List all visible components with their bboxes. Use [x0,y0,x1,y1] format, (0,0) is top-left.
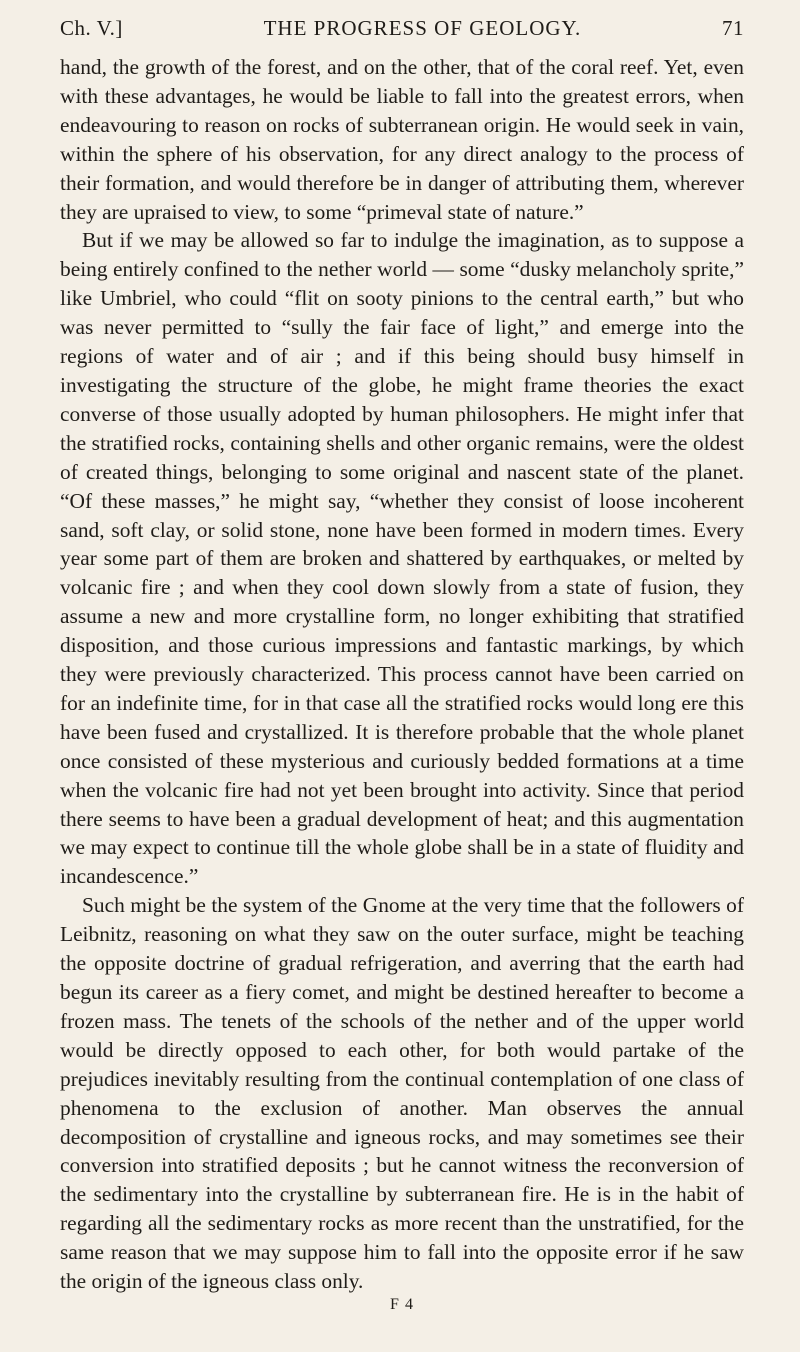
paragraph-opposing-schools: Such might be the system of the Gnome at the very time that the followers of Leibnitz, reasoning on what they saw on the outer surface, might be teaching the opposite doctrine of gradual refrigeration, and averring that the earth had begun its career as a fiery comet, and might be destined hereafter to become a frozen mass. The tenets of the schools of the nether and of the upper world would be directly opposed to each other, for both would partake of the prejudices inevitably resulting from the continual contemplation of one class of phenomena to the exclusion of another. Man observes the annual decomposition of crystalline and igneous rocks, and may sometimes see their conversion into stratified deposits ; but he cannot witness the reconversion of the sedimentary into the crystalline by subterranean fire. He is in the habit of regarding all the sedimentary rocks as more recent than the unstratified, for the same reason that we may suppose him to fall into the opposite error if he saw the origin of the igneous class only. [60,893,744,1294]
running-head [60,16,744,41]
running-title: THE PROGRESS OF GEOLOGY. [263,16,582,40]
paragraph-continuation: hand, the growth of the forest, and on the other, that of the coral reef. Yet, even with these advantages, he would be liable to fall into the greatest errors, when endeavouring to reason on rocks of subterranean origin. He would seek in vain, within the sphere of his observation, for any direct analogy to the process of their formation, and would therefore be in danger of attributing them, wherever they are upraised to view, to some “primeval state of nature.” [60,55,744,224]
chapter-reference: Ch. V.] [60,16,123,40]
paragraph-gnome-theory: But if we may be allowed so far to indulge the imagination, as to suppose a being entirely confined to the nether world — some “dusky melancholy sprite,” like Umbriel, who could “flit on sooty pinions to the central earth,” but who was never permitted to “sully the fair face of light,” and emerge into the regions of water and of air ; and if this being should busy himself in investigating the structure of the globe, he might frame theories the exact converse of those usually adopted by human philosophers. He might infer that the stratified rocks, containing shells and other organic remains, were the oldest of created things, belonging to some original and nascent state of the planet. “Of these masses,” he might say, “whether they consist of loose incoherent sand, soft clay, or solid stone, none have been formed in modern times. Every year some part of them are broken and shattered by earthquakes, or melted by volcanic fire ; and when they cool down slowly from a state of fusion, they assume a new and more crystalline form, no longer exhibiting that stratified disposition, and those curious impressions and fantastic markings, by which they were previously characterized. This process cannot have been carried on for an indefinite time, for in that case all the stratified rocks would long ere this have been fused and crystallized. It is therefore probable that the whole planet once consisted of these mysterious and curiously bedded formations at a time when the volcanic fire had not yet been brought into activity. Since that period there seems to have been a gradual development of heat; and this augmentation we may expect to continue till the whole globe shall be in a state of fluidity and incandescence.” [60,228,744,889]
body-text [60,53,744,1296]
page-number: 71 [722,16,744,40]
printer-signature-mark: F 4 [390,1295,414,1313]
